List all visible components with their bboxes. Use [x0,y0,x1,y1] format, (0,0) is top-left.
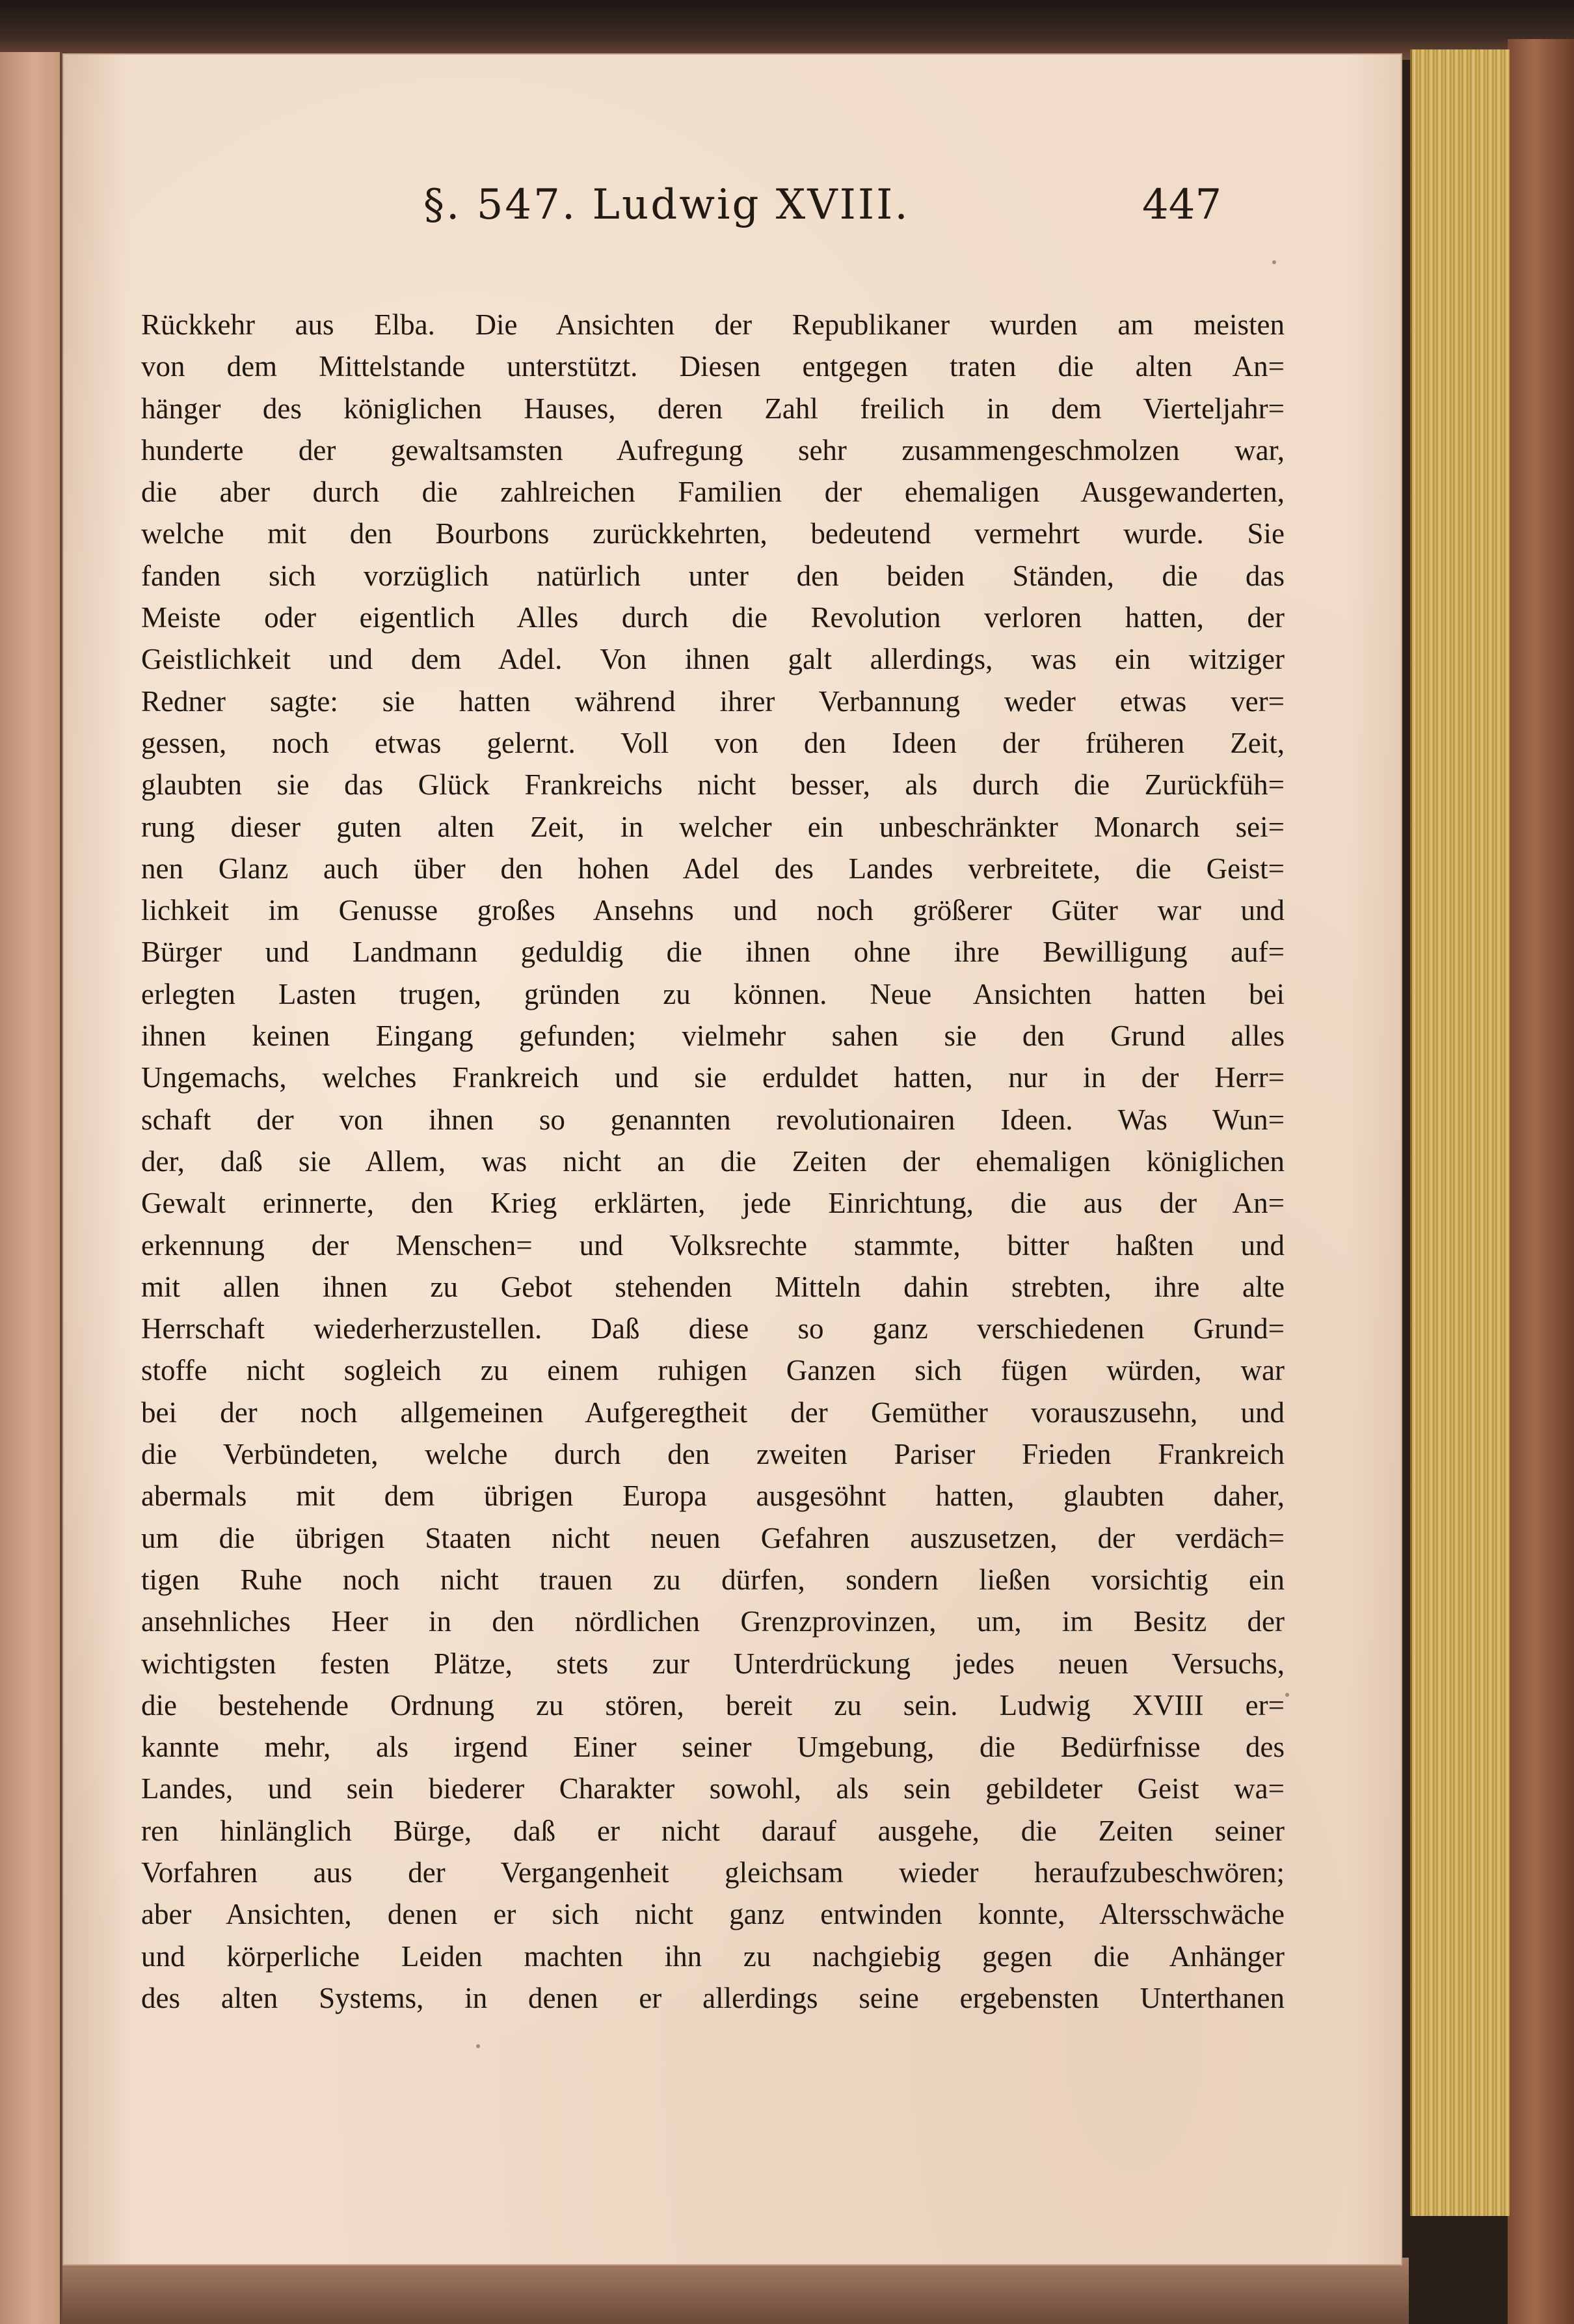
text-line: gessen, noch etwas gelernt. Voll von den Ideen der früheren Zeit, [141,726,1285,759]
text-line: der, daß sie Allem, was nicht an die Zeiten der ehemaligen königlichen [141,1144,1285,1178]
text-line: glaubten sie das Glück Frankreichs nicht besser, als durch die Zurückfüh= [141,768,1285,802]
page-bottom-edge [62,2258,1409,2324]
text-line: wichtigsten festen Plätze, stets zur Unterdrückung jedes neuen Versuchs, [141,1647,1285,1680]
page-header [62,181,1402,259]
text-line: die Verbündeten, welche durch den zweiten Pariser Frieden Frankreich [141,1438,1285,1471]
text-line: aber Ansichten, denen er sich nicht ganz entwinden konnte, Altersschwäche [141,1898,1285,1931]
paper-speck [1272,260,1276,264]
text-line: ren hinlänglich Bürge, daß er nicht darauf ausgehe, die Zeiten seiner [141,1814,1285,1847]
text-line: fanden sich vorzüglich natürlich unter den beiden Ständen, die das [141,559,1285,592]
text-line: nen Glanz auch über den hohen Adel des Landes verbreitete, die Geist= [141,852,1285,885]
text-line: ihnen keinen Eingang gefunden; vielmehr sahen sie den Grund alles [141,1020,1285,1053]
book-cover-top [0,0,1574,60]
text-line: rung dieser guten alten Zeit, in welcher ein unbeschränkter Monarch sei= [141,810,1285,843]
text-line: hunderte der gewaltsamsten Aufregung sehr zusammengeschmolzen war, [141,433,1285,466]
text-line: die aber durch die zahlreichen Familien der ehemaligen Ausgewanderten, [141,476,1285,509]
text-line: Vorfahren aus der Vergangenheit gleichsam wieder heraufzubeschwören; [141,1856,1285,1889]
text-line: um die übrigen Staaten nicht neuen Gefahren auszusetzen, der verdäch= [141,1521,1285,1554]
text-line: Geistlichkeit und dem Adel. Von ihnen galt allerdings, was ein witziger [141,643,1285,676]
text-line: tigen Ruhe noch nicht trauen zu dürfen, sondern ließen vorsichtig ein [141,1563,1285,1596]
text-line: erkennung der Menschen= und Volksrechte stammte, bitter haßten und [141,1228,1285,1262]
text-line: Meiste oder eigentlich Alles durch die Revolution verloren hatten, der [141,601,1285,634]
text-line: Gewalt erinnerte, den Krieg erklärten, jede Einrichtung, die aus der An= [141,1187,1285,1220]
text-line: des alten Systems, in denen er allerdings seine ergebensten Unterthanen [141,1981,1285,2014]
paper-speck [476,2044,480,2048]
text-line: bei der noch allgemeinen Aufgeregtheit der Gemüther vorauszusehn, und [141,1396,1285,1429]
text-line: abermals mit dem übrigen Europa ausgesöhnt hatten, glaubten daher, [141,1480,1285,1513]
body-text [141,304,1285,2019]
text-line: Rückkehr aus Elba. Die Ansichten der Republikaner wurden am meisten [141,308,1285,341]
gilt-page-edges [1410,49,1510,2216]
text-line: von dem Mittelstande unterstützt. Diesen entgegen traten die alten An= [141,350,1285,383]
text-line: ansehnliches Heer in den nördlichen Grenzprovinzen, um, im Besitz der [141,1605,1285,1638]
text-line: Redner sagte: sie hatten während ihrer Verbannung weder etwas ver= [141,684,1285,718]
text-line: die bestehende Ordnung zu stören, bereit zu sein. Ludwig XVIII er= [141,1688,1285,1722]
running-title: §. 547. Ludwig XVIII. [423,181,910,229]
text-line: Herrschaft wiederherzustellen. Daß diese so ganz verschiedenen Grund= [141,1312,1285,1345]
text-line: lichkeit im Genusse großes Ansehns und noch größerer Güter war und [141,894,1285,927]
text-line: erlegten Lasten trugen, gründen zu können. Neue Ansichten hatten bei [141,977,1285,1010]
text-line: und körperliche Leiden machten ihn zu nachgiebig gegen die Anhänger [141,1939,1285,1973]
book-board-right [1508,39,1574,2324]
book-page [62,53,1402,2265]
page-number: 447 [1142,181,1222,229]
text-line: schaft der von ihnen so genannten revolutionairen Ideen. Was Wun= [141,1103,1285,1136]
text-line: welche mit den Bourbons zurückkehrten, bedeutend vermehrt wurde. Sie [141,517,1285,550]
text-line: mit allen ihnen zu Gebot stehenden Mitteln dahin strebten, ihre alte [141,1270,1285,1303]
text-line: kannte mehr, als irgend Einer seiner Umgebung, die Bedürfnisse des [141,1731,1285,1764]
paper-speck [1285,1693,1289,1697]
text-line: Landes, und sein biederer Charakter sowohl, als sein gebildeter Geist wa= [141,1772,1285,1805]
text-line: stoffe nicht sogleich zu einem ruhigen Ganzen sich fügen würden, war [141,1354,1285,1387]
text-line: Bürger und Landmann geduldig die ihnen ohne ihre Bewilligung auf= [141,936,1285,969]
left-page-edge [0,52,62,2324]
text-line: hänger des königlichen Hauses, deren Zahl freilich in dem Vierteljahr= [141,392,1285,425]
text-line: Ungemachs, welches Frankreich und sie erduldet hatten, nur in der Herr= [141,1061,1285,1094]
